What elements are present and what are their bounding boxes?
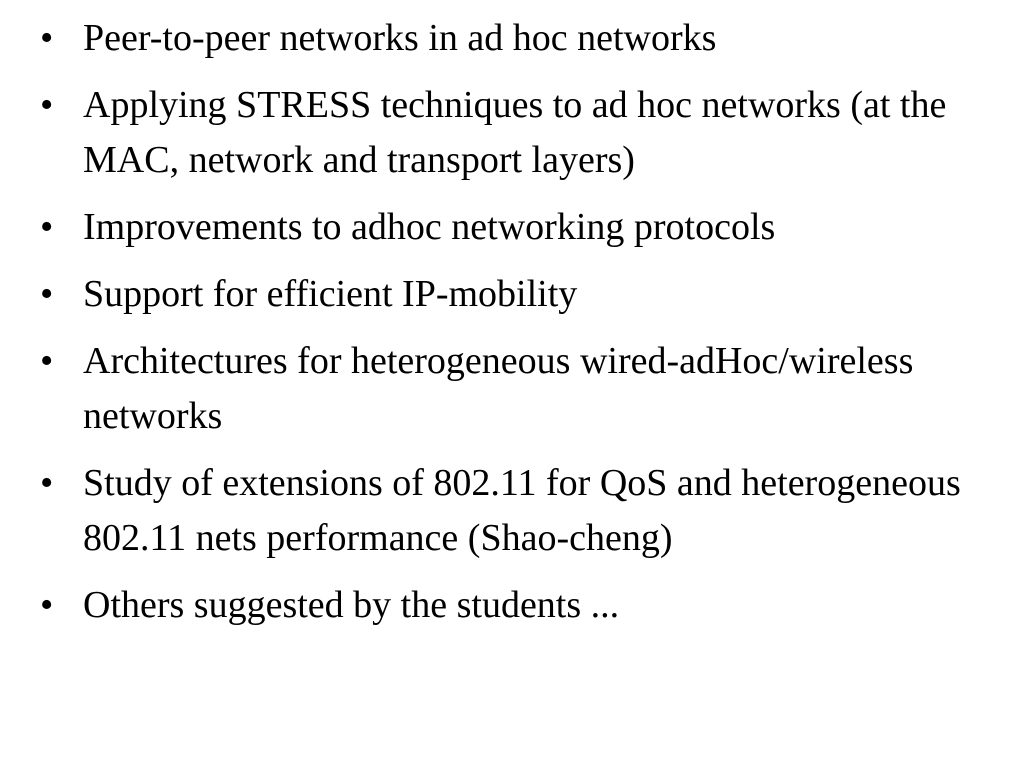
bullet-icon: • — [40, 584, 54, 626]
bullet-text: Others suggested by the students ... — [83, 584, 620, 626]
bullet-icon: • — [40, 84, 54, 126]
bullet-item-ip-mobility — [40, 267, 970, 322]
bullet-icon: • — [40, 462, 54, 504]
bullet-text: Study of extensions of 802.11 for QoS and heterogeneous 802.11 nets performance (Shao-cheng) — [83, 462, 961, 559]
bullet-item-peer-to-peer — [40, 11, 970, 66]
bullet-icon: • — [40, 17, 54, 59]
bullet-text: Peer-to-peer networks in ad hoc networks — [83, 17, 717, 59]
bullet-text: Applying STRESS techniques to ad hoc networks (at the MAC, network and transport layers) — [83, 84, 947, 181]
bullet-list — [40, 11, 970, 645]
bullet-text: Architectures for heterogeneous wired-adHoc/wireless networks — [83, 340, 914, 437]
bullet-item-stress-techniques — [40, 78, 970, 188]
bullet-icon: • — [40, 340, 54, 382]
bullet-item-adhoc-protocols — [40, 200, 970, 255]
bullet-icon: • — [40, 206, 54, 248]
bullet-item-student-suggestions — [40, 578, 970, 633]
bullet-item-80211-qos-study — [40, 456, 970, 566]
bullet-icon: • — [40, 273, 54, 315]
bullet-item-heterogeneous-architectures — [40, 334, 970, 444]
bullet-text: Improvements to adhoc networking protocols — [83, 206, 776, 248]
bullet-text: Support for efficient IP-mobility — [83, 273, 578, 315]
